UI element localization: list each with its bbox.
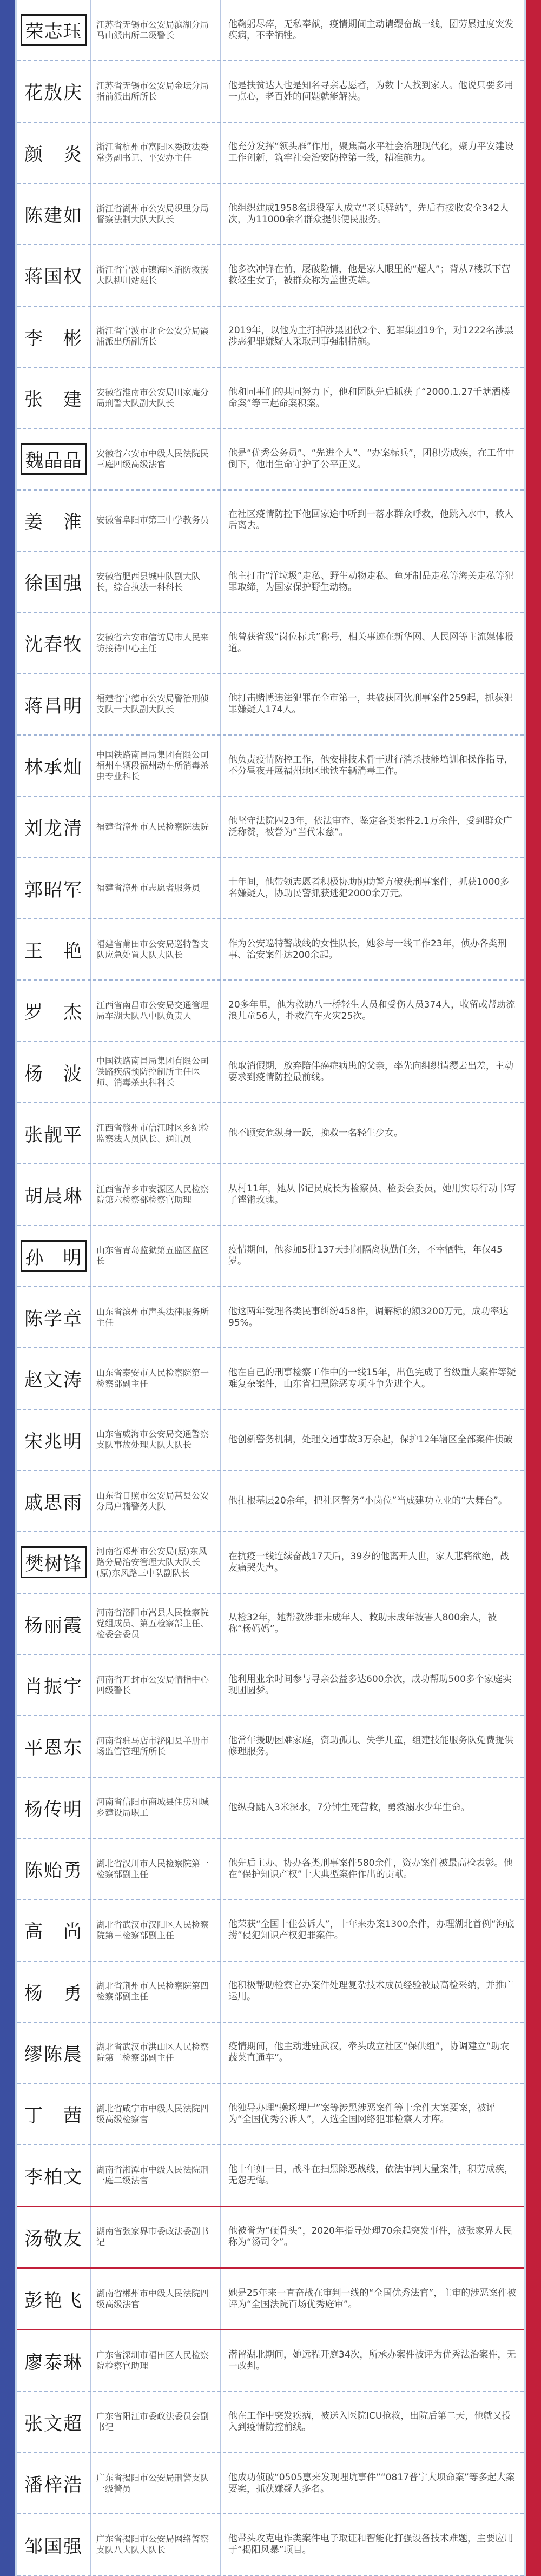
honoree-name-text: 缪陈晨 bbox=[24, 2043, 83, 2065]
honoree-description: 他充分发挥“领头雁”作用，聚焦高水平社会治理现代化，聚力平安建设工作创新，筑牢社会治安防控第一线，精准施力。 bbox=[228, 141, 514, 164]
honoree-description: 20多年里，他为救助八一桥轻生人员和受伤人员374人，收留或帮助流浪儿童56人，扑救汽车火灾25次。 bbox=[228, 999, 516, 1022]
honoree-name-text: 杨 波 bbox=[24, 1063, 83, 1085]
honoree-name bbox=[17, 1546, 90, 1578]
honoree-position: 山东省青岛监狱第五监区监区长 bbox=[96, 1245, 209, 1267]
honoree-name bbox=[17, 691, 90, 718]
honoree-description: 从检32年，她帮教涉罪未成年人、救助未成年被害人800余人，被称“杨妈妈”。 bbox=[228, 1612, 497, 1635]
honoree-row bbox=[17, 919, 524, 981]
honoree-name-text: 荣志珏 bbox=[21, 14, 87, 46]
honoree-row bbox=[17, 2023, 524, 2084]
honoree-name-text: 孙 明 bbox=[21, 1240, 87, 1272]
honoree-description: 他是“优秀公务员”、“先进个人”、“办案标兵”，团积劳成疾，在工作中倒下，他用生命守护了公平正义。 bbox=[228, 447, 514, 470]
honoree-description: 他打击赌博违法犯罪在全市第一，共破获团伙刑事案件259起，抓获犯罪嫌疑人174人。 bbox=[228, 693, 513, 716]
honoree-position: 广东省揭阳市公安局网络警察支队八大队大队长 bbox=[96, 2534, 209, 2555]
honoree-position: 福建省漳州市人民检察院法院 bbox=[96, 821, 209, 832]
honoree-row bbox=[17, 429, 524, 490]
honoree-name-text: 李柏文 bbox=[24, 2166, 83, 2188]
honoree-name bbox=[17, 443, 90, 475]
honoree-position: 河南省郑州市公安局(原)东风路分局治安管理大队大队长(原)东风路三中队副队长 bbox=[96, 1546, 207, 1578]
honoree-name-text: 刘龙清 bbox=[24, 818, 83, 840]
honoree-row bbox=[17, 368, 524, 429]
honoree-description: 疫情期间，他参加5批137天封闭隔离执勤任务，不幸牺牲，年仅45岁。 bbox=[228, 1244, 503, 1267]
honoree-name bbox=[17, 2532, 90, 2558]
honoree-name-text: 邹国强 bbox=[24, 2535, 83, 2558]
honoree-position: 山东省滨州市声头法律服务所主任 bbox=[96, 1306, 209, 1328]
honoree-name-text: 宋兆明 bbox=[24, 1431, 83, 1453]
honoree-row bbox=[17, 1594, 524, 1655]
honoree-description: 他成功侦破“0505惠来发现埋坑事件”“0817普宁大坝命案”等多起大案要案，抓获嫌疑人多名。 bbox=[228, 2472, 515, 2494]
honoree-name bbox=[17, 1240, 90, 1272]
honoree-name bbox=[17, 2470, 90, 2496]
honoree-list bbox=[17, 0, 524, 2576]
honoree-name bbox=[17, 14, 90, 46]
honoree-row bbox=[17, 2453, 524, 2514]
honoree-row bbox=[17, 552, 524, 613]
honoree-name-text: 蒋国权 bbox=[24, 266, 83, 288]
honoree-description: 他创新警务机制，处理交通事故3万余起，保护12年辖区全部案件侦破 bbox=[228, 1434, 513, 1445]
honoree-position: 中国铁路南昌局集团有限公司福州车辆段福州动车所消毒杀虫专业科长 bbox=[96, 749, 209, 782]
honoree-row bbox=[17, 491, 524, 552]
honoree-name bbox=[17, 1059, 90, 1085]
honoree-position: 浙江省湖州市公安局织里分局督察法制大队大队长 bbox=[96, 203, 209, 224]
honoree-name bbox=[17, 1120, 90, 1147]
honoree-position: 河南省驻马店市泌阳县羊册市场监管管理所所长 bbox=[96, 1735, 209, 1757]
honoree-name-text: 蒋昌明 bbox=[24, 695, 83, 717]
honoree-position: 广东省深圳市福田区人民检察院检察官助理 bbox=[96, 2350, 209, 2372]
honoree-description: 他和同事们的共同努力下，他和团队先后抓获了“2000.1.27千塘酒楼命案”等三起命案积案。 bbox=[228, 386, 510, 409]
honoree-row bbox=[17, 1042, 524, 1103]
honoree-description: 他曾获省级“岗位标兵”称号，相关事迹在新华网、人民网等主流媒体报道。 bbox=[228, 631, 514, 654]
honoree-row bbox=[17, 1471, 524, 1532]
honoree-description: 他荣获“全国十佳公诉人”，十年来办案1300余件，办理湖北首例“海底捞”侵犯知识产权犯罪案件。 bbox=[228, 1918, 514, 1941]
honoree-position: 江西省南昌市公安局交通管理局车湖大队八中队负责人 bbox=[96, 999, 209, 1021]
honoree-description: 他取消假期，放弃陪伴癌症病患的父亲，率先向组织请缨去出差，主动要求到疫情防控最前线。 bbox=[228, 1061, 513, 1083]
honoree-description: 他扎根基层20余年，把社区警务“小岗位”当成建功立业的“大舞台”。 bbox=[228, 1495, 507, 1507]
honoree-description: 2019年，以他为主打掉涉黑团伙2个、犯罪集团19个，对1222名涉黑涉恶犯罪嫌疑人采取刑事强制措施。 bbox=[228, 325, 513, 348]
honoree-description: 他常年援助困难家庭，资助孤儿、失学儿童，组建技能服务队免费提供修理服务。 bbox=[228, 1734, 513, 1757]
honoree-name-text: 王 艳 bbox=[24, 941, 83, 963]
honoree-row bbox=[17, 1164, 524, 1226]
honoree-position: 浙江省宁波市镇海区消防救援大队柳川站班长 bbox=[96, 264, 209, 286]
honoree-name bbox=[17, 2224, 90, 2250]
honoree-row bbox=[17, 2392, 524, 2453]
honoree-row bbox=[17, 1226, 524, 1287]
honoree-name bbox=[17, 2409, 90, 2435]
honoree-name bbox=[17, 752, 90, 779]
honoree-description: 他十年如一日，战斗在扫黑除恶战线，依法审判大量案件，积劳成疾，无怨无悔。 bbox=[228, 2164, 513, 2187]
honoree-name-text: 林承灿 bbox=[24, 757, 83, 779]
honoree-position: 安徽省淮南市公安局田家庵分局刑警大队副大队长 bbox=[96, 387, 209, 408]
honoree-description: 他在工作中突发疾病，被送入医院ICU抢救，出院后第二天，他就又投入到疫情防控前线。 bbox=[228, 2411, 511, 2433]
honoree-row bbox=[17, 123, 524, 184]
honoree-row bbox=[17, 2207, 524, 2269]
honoree-position: 浙江省杭州市富阳区委政法委常务副书记、平安办主任 bbox=[96, 142, 209, 163]
honoree-description: 在社区疫情防控下他回家途中听到一落水群众呼救，他跳入水中，救人后离去。 bbox=[228, 509, 513, 532]
honoree-name-text: 丁 茜 bbox=[24, 2105, 83, 2127]
honoree-name-text: 戚思雨 bbox=[24, 1492, 83, 1514]
honoree-position: 河南省开封市公安局情指中心四级警长 bbox=[96, 1674, 209, 1696]
honoree-position: 江苏省无锡市公安局金坛分局指前派出所所长 bbox=[96, 80, 209, 102]
honoree-name bbox=[17, 2101, 90, 2127]
honoree-name-text: 彭艳飞 bbox=[24, 2290, 83, 2312]
honoree-name-text: 张靓平 bbox=[24, 1124, 83, 1147]
honoree-name bbox=[17, 385, 90, 411]
honoree-name bbox=[17, 1611, 90, 1637]
right-red-band bbox=[526, 0, 541, 2576]
honoree-row bbox=[17, 61, 524, 122]
honoree-position: 安徽省六安市信访局市人民来访接待中心主任 bbox=[96, 632, 209, 653]
honoree-name-text: 徐国强 bbox=[24, 573, 83, 595]
honoree-row bbox=[17, 613, 524, 674]
honoree-name-text: 樊树锋 bbox=[21, 1546, 87, 1578]
honoree-description: 作为公安巡特警战线的女性队长，她参与一线工作23年，侦办各类刑事、治安案件达200余起。 bbox=[228, 938, 507, 961]
honoree-row bbox=[17, 2330, 524, 2392]
honoree-description: 他在自己的刑事检察工作中的一线15年，出色完成了省级重大案件等疑难复杂案件，山东省扫黑除恶专项斗争先进个人。 bbox=[228, 1367, 516, 1389]
honoree-position: 湖南省张家界市委政法委副书记 bbox=[96, 2226, 209, 2248]
honoree-row bbox=[17, 2145, 524, 2207]
honoree-position: 福建省宁德市公安局警治刑侦支队一大队副大队长 bbox=[96, 693, 209, 715]
honoree-name bbox=[17, 997, 90, 1024]
honoree-row bbox=[17, 184, 524, 245]
honoree-position: 山东省威海市公安局交通警察支队事故处理大队大队长 bbox=[96, 1429, 209, 1451]
honoree-row bbox=[17, 1716, 524, 1777]
honoree-description: 疫情期间，他主动进驻武汉，牵头成立社区“保供组”，协调建立“助农蔬菜直通车”。 bbox=[228, 2041, 510, 2064]
honoree-position: 江西省赣州市信江时区乡纪检监察法人员队长、通讯员 bbox=[96, 1122, 209, 1144]
honoree-name bbox=[17, 1733, 90, 1759]
honoree-name bbox=[17, 1427, 90, 1453]
honoree-name bbox=[17, 1365, 90, 1392]
honoree-description: 他组织建成1958名退役军人成立“老兵驿站”，先后有接收安全342人次，为11000余名群众提供便民服务。 bbox=[228, 202, 509, 225]
honoree-name bbox=[17, 1978, 90, 2005]
honoree-name-text: 杨传明 bbox=[24, 1798, 83, 1820]
honoree-name bbox=[17, 201, 90, 227]
honoree-row bbox=[17, 0, 524, 61]
honoree-row bbox=[17, 1532, 524, 1593]
honoree-description: 他独导办理“操场埋尸”案等涉黑涉恶案件等十余件大案要案，被评为“全国优秀公诉人”，入选全国网络犯罪检察人才库。 bbox=[228, 2102, 496, 2125]
honoree-description: 十年间，他带领志愿者积极协助协助警方破获刑事案件，抓获1000多名嫌疑人，协助民警抓获逃犯2000余万元。 bbox=[228, 877, 510, 899]
honoree-row bbox=[17, 674, 524, 736]
honoree-position: 河南省洛阳市嵩县人民检察院党组成员、第五检察部主任、检委会委员 bbox=[96, 1607, 209, 1640]
honoree-name-text: 李 彬 bbox=[24, 327, 83, 349]
honoree-description: 他鞠躬尽瘁，无私奉献，疫情期间主动请缨奋战一线，团劳累过度突发疾病，不幸牺牲。 bbox=[228, 18, 513, 41]
honoree-name-text: 肖振宇 bbox=[24, 1676, 83, 1698]
honoree-description: 他积极帮助检察官办案件处理复杂技术成员经验被最高检采纳，并推广运用。 bbox=[228, 1980, 513, 2003]
honoree-row bbox=[17, 1348, 524, 1409]
honoree-description: 他是扶贫达人也是知名寻亲志愿者，为数十人找到家人。他说只要多用一点心，老百姓的问题就能解决。 bbox=[228, 80, 513, 102]
honoree-name bbox=[17, 1856, 90, 1882]
honoree-name-text: 胡晨琳 bbox=[24, 1186, 83, 1208]
honoree-name-text: 罗 杰 bbox=[24, 1002, 83, 1024]
honoree-name-text: 郭昭军 bbox=[24, 879, 83, 901]
honoree-position: 安徽省阜阳市第三中学教务员 bbox=[96, 515, 209, 526]
honoree-name bbox=[17, 1304, 90, 1330]
honoree-position: 湖北省武汉市洪山区人民检察院第二检察部副主任 bbox=[96, 2042, 209, 2063]
honoree-name-text: 张文超 bbox=[24, 2413, 83, 2435]
honoree-row bbox=[17, 1103, 524, 1164]
honoree-description: 他先后主办、协办各类刑事案件580余件，资办案件被最高检表彰。他在“保护知识产权”十大典型案件作出的贡献。 bbox=[228, 1857, 513, 1880]
honoree-name-text: 平恩东 bbox=[24, 1737, 83, 1759]
honoree-position: 山东省泰安市人民检察院第一检察部副主任 bbox=[96, 1367, 209, 1389]
honoree-description: 他这两年受理各类民事纠纷458件，调解标的额3200万元，成功率达95%。 bbox=[228, 1306, 509, 1328]
honoree-position: 浙江省宁波市北仑公安分局霞浦派出所副所长 bbox=[96, 326, 209, 347]
honoree-name-text: 汤敬友 bbox=[24, 2228, 83, 2250]
honoree-position: 福建省漳州市志愿者服务员 bbox=[96, 883, 201, 893]
honoree-position: 安徽省六安市中级人民法院民三庭四级高级法官 bbox=[96, 448, 209, 469]
honoree-name-text: 杨 勇 bbox=[24, 1982, 83, 2004]
honoree-name-text: 潘梓浩 bbox=[24, 2474, 83, 2496]
honoree-position: 江西省萍乡市安源区人民检察院第六检察部检察官助理 bbox=[96, 1183, 209, 1205]
honoree-name-text: 花敖庆 bbox=[24, 82, 83, 104]
honoree-name-text: 沈春牧 bbox=[24, 634, 83, 656]
honoree-description: 他不顾安危纵身一跃，挽救一名轻生少女。 bbox=[228, 1128, 403, 1139]
honoree-name bbox=[17, 2286, 90, 2312]
honoree-description: 他被誉为“硬骨头”，2020年指导处理70余起突发事件，被张家界人民称为“汤司令”。 bbox=[228, 2226, 512, 2248]
honoree-name bbox=[17, 78, 90, 104]
honoree-row bbox=[17, 1962, 524, 2023]
honoree-name-text: 颜 炎 bbox=[24, 143, 83, 165]
honoree-description: 他带头攻克电诈类案件电子取证和智能化打强设备技术难题，主要应用于“揭阳风暴”项目。 bbox=[228, 2533, 513, 2556]
honoree-name bbox=[17, 1794, 90, 1821]
honoree-row bbox=[17, 736, 524, 797]
honoree-row bbox=[17, 858, 524, 919]
honoree-row bbox=[17, 245, 524, 306]
honoree-name bbox=[17, 2348, 90, 2374]
honoree-name bbox=[17, 875, 90, 902]
honoree-description: 他负责疫情防控工作，他安排技术骨干进行消杀技能培训和操作指导，不分昼夜开展福州地区地铁车辆消毒工作。 bbox=[228, 754, 513, 777]
honoree-description: 从村11年，她从书记员成长为检察员、检委会委员，她用实际行动书写了铿锵玫瑰。 bbox=[228, 1183, 516, 1206]
honoree-position: 河南省信阳市商城县住房和城乡建设局职工 bbox=[96, 1797, 209, 1818]
honoree-description: 他纵身跳入3米深水，7分钟生死营救，勇救溺水少年生命。 bbox=[228, 1802, 470, 1813]
honoree-position: 福建省莆田市公安局巡特警支队应急处置大队大队长 bbox=[96, 938, 209, 960]
honoree-position: 安徽省肥西县城中队副大队长，综合执法一科科长 bbox=[96, 571, 201, 592]
honoree-row bbox=[17, 1839, 524, 1900]
honoree-row bbox=[17, 1900, 524, 1961]
honoree-description: 她是25年来一直奋战在审判一线的“全国优秀法官”，主审的涉恶案件被评为“全国法院百场优秀庭审”。 bbox=[228, 2287, 517, 2310]
honoree-name-text: 魏晶晶 bbox=[21, 443, 87, 475]
honoree-name-text: 陈贻勇 bbox=[24, 1860, 83, 1882]
honoree-description: 他利用业余时间参与寻亲公益多达600余次，成功帮助500多个家庭实现团圆梦。 bbox=[228, 1673, 512, 1696]
honoree-name bbox=[17, 1672, 90, 1698]
honoree-name bbox=[17, 813, 90, 840]
honoree-name bbox=[17, 1488, 90, 1514]
honoree-description: 在抗疫一线连续奋战17天后，39岁的他离开人世，家人悲痛欲绝，战友痛哭失声。 bbox=[228, 1551, 510, 1573]
honoree-description: 他主打击“洋垃圾”走私、野生动物走私、鱼牙制品走私等海关走私等犯罪取缔，为国家保护野生动物。 bbox=[228, 570, 514, 593]
honoree-name bbox=[17, 2162, 90, 2189]
honoree-description: 他坚守法院四23年，依法审查、鉴定各类案件2.1万余件，受到群众广泛称赞，被誉为“当代宋慈”。 bbox=[228, 815, 512, 838]
honoree-name-text: 张 建 bbox=[24, 389, 83, 411]
honoree-name-text: 陈学章 bbox=[24, 1308, 83, 1330]
honoree-name-text: 姜 淮 bbox=[24, 511, 83, 533]
honoree-name bbox=[17, 630, 90, 656]
honoree-row bbox=[17, 1655, 524, 1716]
honoree-name bbox=[17, 936, 90, 963]
honoree-name bbox=[17, 1917, 90, 1943]
honoree-name bbox=[17, 140, 90, 166]
honoree-row bbox=[17, 981, 524, 1042]
honoree-row bbox=[17, 2514, 524, 2575]
honoree-position: 广东省揭阳市公安局刑警支队一级警员 bbox=[96, 2472, 209, 2494]
honoree-name-text: 陈建如 bbox=[24, 205, 83, 227]
honoree-position: 中国铁路南昌局集团有限公司铁路疾病预防控制所主任医师、消毒杀虫科科长 bbox=[96, 1056, 209, 1088]
honoree-position: 山东省日照市公安局莒县公安分局户籍警务大队 bbox=[96, 1490, 209, 1512]
honoree-row bbox=[17, 1410, 524, 1471]
honoree-row bbox=[17, 1287, 524, 1348]
honoree-row bbox=[17, 307, 524, 368]
honoree-name bbox=[17, 507, 90, 534]
honoree-name-text: 杨丽霞 bbox=[24, 1614, 83, 1637]
honoree-position: 湖北省武汉市汉阳区人民检察院第三检察部副主任 bbox=[96, 1919, 209, 1941]
honoree-position: 湖北省汉川市人民检察院第一检察部副主任 bbox=[96, 1858, 209, 1879]
honoree-name bbox=[17, 323, 90, 350]
honoree-description: 潜留湖北期间，她远程开庭34次，所承办案件被评为优秀法治案件，无一改判。 bbox=[228, 2349, 516, 2372]
honoree-row bbox=[17, 2269, 524, 2330]
honoree-position: 湖南省郴州市中级人民法院四级高级法官 bbox=[96, 2288, 209, 2309]
honoree-name-text: 赵文涛 bbox=[24, 1369, 83, 1392]
honoree-name bbox=[17, 1181, 90, 1208]
honoree-position: 江苏省无锡市公安局滨湖分局马山派出所二级警长 bbox=[96, 19, 209, 41]
honoree-row bbox=[17, 2084, 524, 2145]
honoree-position: 广东省阳江市委政法委员会副书记 bbox=[96, 2411, 209, 2433]
honoree-name bbox=[17, 2039, 90, 2066]
left-blue-band bbox=[0, 0, 15, 2576]
honoree-position: 湖南省湘潭市中级人民法院刑一庭二级法官 bbox=[96, 2164, 209, 2186]
honoree-name-text: 高 尚 bbox=[24, 1921, 83, 1943]
honoree-position: 湖北省荆州市人民检察院第四检察部副主任 bbox=[96, 1981, 209, 2002]
honoree-row bbox=[17, 1778, 524, 1839]
honoree-name-text: 廖泰琳 bbox=[24, 2352, 83, 2374]
honoree-name bbox=[17, 568, 90, 595]
honoree-row bbox=[17, 797, 524, 858]
honoree-name bbox=[17, 262, 90, 288]
honoree-position: 湖北省咸宁市中级人民法院四级高级检察官 bbox=[96, 2103, 209, 2124]
honoree-description: 他多次冲锋在前，屡破险情，他是家人眼里的“超人”；背从7楼跃下营救轻生女子，被群众称为盖世英雄。 bbox=[228, 263, 511, 286]
